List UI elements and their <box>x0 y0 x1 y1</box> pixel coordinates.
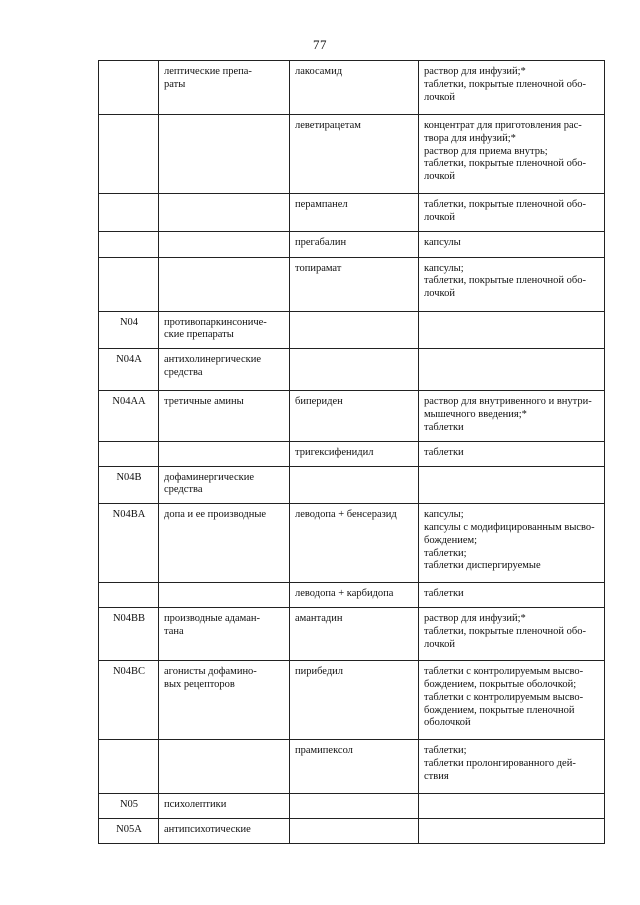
atc-code-cell: N05A <box>99 819 159 844</box>
pharm-group-cell: психолептики <box>159 794 290 819</box>
pharm-group-cell: допа и ее производные <box>159 504 290 583</box>
atc-code-cell <box>99 194 159 232</box>
atc-code-cell: N04 <box>99 311 159 349</box>
atc-code-cell: N04BA <box>99 504 159 583</box>
drug-table <box>98 60 605 844</box>
dosage-form-cell: таблетки с контролируемым высво- бождением, покрытые оболочкой; таблетки с контролируемым высво- бождением, покрытые пленочной оболочкой <box>419 661 605 740</box>
dosage-form-cell: капсулы; таблетки, покрытые пленочной обо- лочкой <box>419 257 605 311</box>
dosage-form-cell <box>419 311 605 349</box>
dosage-form-cell: таблетки <box>419 441 605 466</box>
drug-name-cell: прамипексол <box>290 740 419 794</box>
table-row <box>99 794 605 819</box>
atc-code-cell <box>99 231 159 257</box>
pharm-group-cell: производные адаман- тана <box>159 608 290 661</box>
pharm-group-cell <box>159 583 290 608</box>
table-row <box>99 583 605 608</box>
pharm-group-cell: агонисты дофамино- вых рецепторов <box>159 661 290 740</box>
pharm-group-cell <box>159 115 290 194</box>
table-row <box>99 441 605 466</box>
pharm-group-cell: антипсихотические <box>159 819 290 844</box>
table-row <box>99 819 605 844</box>
table-row <box>99 257 605 311</box>
drug-name-cell: леводопа + карбидопа <box>290 583 419 608</box>
atc-code-cell: N04B <box>99 466 159 504</box>
table-row <box>99 661 605 740</box>
drug-name-cell: амантадин <box>290 608 419 661</box>
drug-name-cell: прегабалин <box>290 231 419 257</box>
table-row <box>99 231 605 257</box>
dosage-form-cell: раствор для инфузий;* таблетки, покрытые пленочной обо- лочкой <box>419 61 605 115</box>
table-row <box>99 504 605 583</box>
atc-code-cell: N04A <box>99 349 159 391</box>
page-number: 77 <box>313 37 327 52</box>
dosage-form-cell: раствор для внутривенного и внутри- мышечного введения;* таблетки <box>419 391 605 441</box>
table-row <box>99 608 605 661</box>
table-row <box>99 349 605 391</box>
drug-name-cell: лакосамид <box>290 61 419 115</box>
table-row <box>99 115 605 194</box>
dosage-form-cell <box>419 819 605 844</box>
drug-name-cell: бипериден <box>290 391 419 441</box>
drug-name-cell: пирибедил <box>290 661 419 740</box>
atc-code-cell <box>99 61 159 115</box>
dosage-form-cell: капсулы; капсулы с модифицированным высво- бождением; таблетки; таблетки диспергируемые <box>419 504 605 583</box>
table-row <box>99 391 605 441</box>
drug-name-cell: перампанел <box>290 194 419 232</box>
table-row <box>99 194 605 232</box>
drug-name-cell: топирамат <box>290 257 419 311</box>
atc-code-cell <box>99 740 159 794</box>
dosage-form-cell: капсулы <box>419 231 605 257</box>
atc-code-cell <box>99 257 159 311</box>
pharm-group-cell: лептические препа- раты <box>159 61 290 115</box>
dosage-form-cell: раствор для инфузий;* таблетки, покрытые пленочной обо- лочкой <box>419 608 605 661</box>
dosage-form-cell <box>419 349 605 391</box>
dosage-form-cell <box>419 466 605 504</box>
table-row <box>99 61 605 115</box>
atc-code-cell: N04AA <box>99 391 159 441</box>
atc-code-cell <box>99 583 159 608</box>
atc-code-cell <box>99 441 159 466</box>
dosage-form-cell <box>419 794 605 819</box>
table-row <box>99 311 605 349</box>
table-row <box>99 466 605 504</box>
drug-name-cell: леветирацетам <box>290 115 419 194</box>
atc-code-cell: N05 <box>99 794 159 819</box>
atc-code-cell: N04BB <box>99 608 159 661</box>
pharm-group-cell <box>159 740 290 794</box>
atc-code-cell <box>99 115 159 194</box>
pharm-group-cell <box>159 257 290 311</box>
drug-name-cell: леводопа + бенсеразид <box>290 504 419 583</box>
drug-name-cell <box>290 311 419 349</box>
drug-name-cell <box>290 819 419 844</box>
table-row <box>99 740 605 794</box>
drug-name-cell <box>290 349 419 391</box>
pharm-group-cell <box>159 194 290 232</box>
dosage-form-cell: таблетки, покрытые пленочной обо- лочкой <box>419 194 605 232</box>
pharm-group-cell: противопаркинсониче- ские препараты <box>159 311 290 349</box>
pharm-group-cell: антихолинергические средства <box>159 349 290 391</box>
pharm-group-cell <box>159 231 290 257</box>
atc-code-cell: N04BC <box>99 661 159 740</box>
drug-name-cell <box>290 794 419 819</box>
drug-name-cell <box>290 466 419 504</box>
pharm-group-cell: третичные амины <box>159 391 290 441</box>
drug-name-cell: тригексифенидил <box>290 441 419 466</box>
dosage-form-cell: концентрат для приготовления рас- твора для инфузий;* раствор для приема внутрь; таблетки, покрытые пленочной обо- лочкой <box>419 115 605 194</box>
dosage-form-cell: таблетки <box>419 583 605 608</box>
pharm-group-cell <box>159 441 290 466</box>
pharm-group-cell: дофаминергические средства <box>159 466 290 504</box>
dosage-form-cell: таблетки; таблетки пролонгированного дей- ствия <box>419 740 605 794</box>
